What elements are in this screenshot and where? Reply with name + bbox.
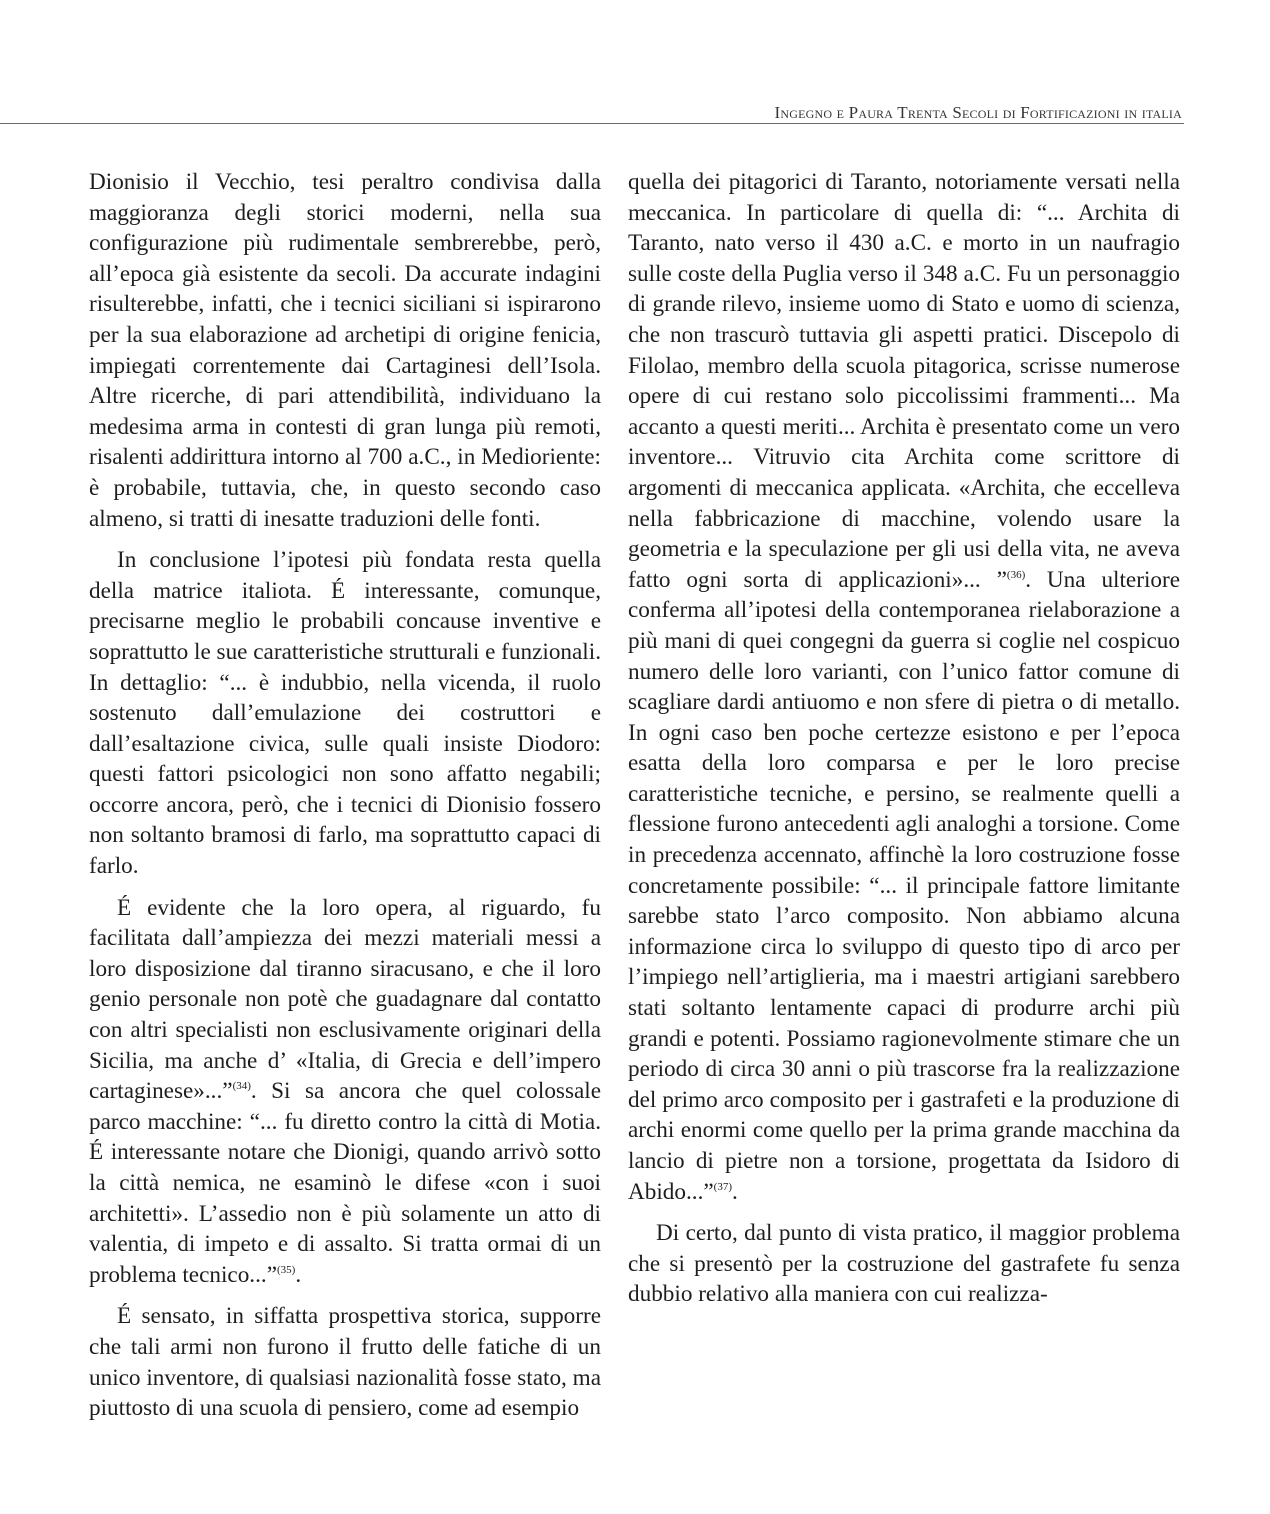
paragraph [628, 167, 1180, 1207]
footnote-ref-35: (35) [277, 1263, 296, 1276]
paragraph-text: . [731, 1178, 738, 1205]
header-rule [0, 123, 1184, 124]
paragraph-text: quella dei pitagorici di Taranto, notoriamente versati nella meccanica. In particolare di quella di: “... Archita di Taranto, nato verso il 430 a.C. e morto in un naufragio sulle coste della Puglia verso il 348 a.C. Fu un personaggio di grande rilevo, insieme uomo di Stato e uomo di scienza, che non trascurò tuttavia gli aspetti pratici. Discepolo di Filolao, membro della scuola pitagorica, scrisse numerose opere di cui restano solo piccolissimi frammenti... Ma accanto a questi meriti... Archita è presentato come un vero inventore... Vitruvio cita Archita come scrittore di argomenti di meccanica applicata. «Archita, che eccelleva nella fabbricazione di macchine, volendo usare la geometria e la speculazione per gli usi della vita, ne aveva fatto ogni sorta di applicazioni»... ” [628, 169, 1180, 593]
paragraph: In conclusione l’ipotesi più fondata resta quella della matrice italiota. É interessante, comunque, precisarne meglio le probabili concause inventive e soprattutto le sue caratteristiche strutturali e funzionali. In dettaglio: “... è indubbio, nella vicenda, il ruolo sostenuto dall’emulazione dei costruttori e dall’esaltazione civica, sulle quali insiste Diodoro: questi fattori psicologici non sono affatto negabili; occorre ancora, però, che i tecnici di Dionisio fossero non soltanto bramosi di farlo, ma soprattutto capaci di farlo. [89, 547, 601, 880]
footnote-ref-36: (36) [1006, 568, 1026, 581]
right-column [628, 167, 1180, 1310]
paragraph-text: . Si sa ancora che quel colossale parco macchine: “... fu diretto contro la città di Motia. É interessante notare che Dionigi, quando arrivò sotto la città nemica, ne esaminò le difese «con i suoi architetti». L’assedio non è più solamente un atto di valentia, di impeto e di assalto. Si tratta ormai di un problema tecnico...” [89, 1078, 601, 1288]
running-head: Ingegno e Paura Trenta Secoli di Fortificazioni in italia [774, 103, 1182, 122]
paragraph [89, 893, 601, 1291]
paragraph-text: . [295, 1261, 302, 1288]
paragraph: Dionisio il Vecchio, tesi peraltro condivisa dalla maggioranza degli storici moderni, nella sua configurazione più rudimentale sembrerebbe, però, all’epoca già esistente da secoli. Da accurate indagini risulterebbe, infatti, che i tecnici siciliani si ispirarono per la sua elaborazione ad archetipi di origine fenicia, impiegati correntemente dai Cartaginesi dell’Isola. Altre ricerche, di pari attendibilità, individuano la medesima arma in contesti di gran lunga più remoti, risalenti addirittura intorno al 700 a.C., in Medioriente: è probabile, tuttavia, che, in questo secondo caso almeno, si tratti di inesatte traduzioni delle fonti. [89, 169, 601, 532]
left-column [89, 167, 601, 1424]
paragraph: É sensato, in siffatta prospettiva storica, supporre che tali armi non furono il frutto delle fatiche di un unico inventore, di qualsiasi nazionalità fosse stato, ma piuttosto di una scuola di pensiero, come ad esempio [89, 1303, 601, 1422]
footnote-ref-34: (34) [232, 1080, 251, 1093]
paragraph-text: É evidente che la loro opera, al riguardo, fu facilitata dall’ampiezza dei mezzi materiali messi a loro disposizione dal tiranno siracusano, e che il loro genio personale non potè che guadagnare dal contatto con altri specialisti non esclusivamente originari della Sicilia, ma anche d’ «Italia, di Grecia e dell’impero cartaginese»...” [89, 894, 601, 1105]
footnote-ref-37: (37) [713, 1180, 732, 1193]
paragraph: Di certo, dal punto di vista pratico, il maggior problema che si presentò per la costruzione del gastrafete fu senza dubbio relativo alla maniera con cui realizza- [628, 1220, 1180, 1308]
paragraph-text: . Una ulteriore conferma all’ipotesi della contemporanea rielaborazione a più mani di quei congegni da guerra si coglie nel cospicuo numero delle loro varianti, con l’unico fattor comune di scagliare dardi antiuomo e non sfere di pietra o di metallo. In ogni caso ben poche certezze esistono e per l’epoca esatta della loro comparsa e per le loro precise caratteristiche tecniche, e persino, se realmente quelli a flessione furono antecedenti agli analoghi a torsione. Come in precedenza accennato, affinchè la loro costruzione fosse concretamente possibile: “... il principale fattore limitante sarebbe stato l’arco composito. Non abbiamo alcuna informazione circa lo sviluppo di questo tipo di arco per l’impiego nell’artiglieria, ma i maestri artigiani sarebbero stati soltanto lentamente capaci di produrre archi più grandi e potenti. Possiamo ragionevolmente stimare che un periodo di circa 30 anni o più trascorse fra la realizzazione del primo arco composito per i gastrafeti e la produzione di archi enormi come quello per la prima grande macchina da lancio di pietre non a torsione, progettata da Isidoro di Abido...” [628, 566, 1180, 1205]
